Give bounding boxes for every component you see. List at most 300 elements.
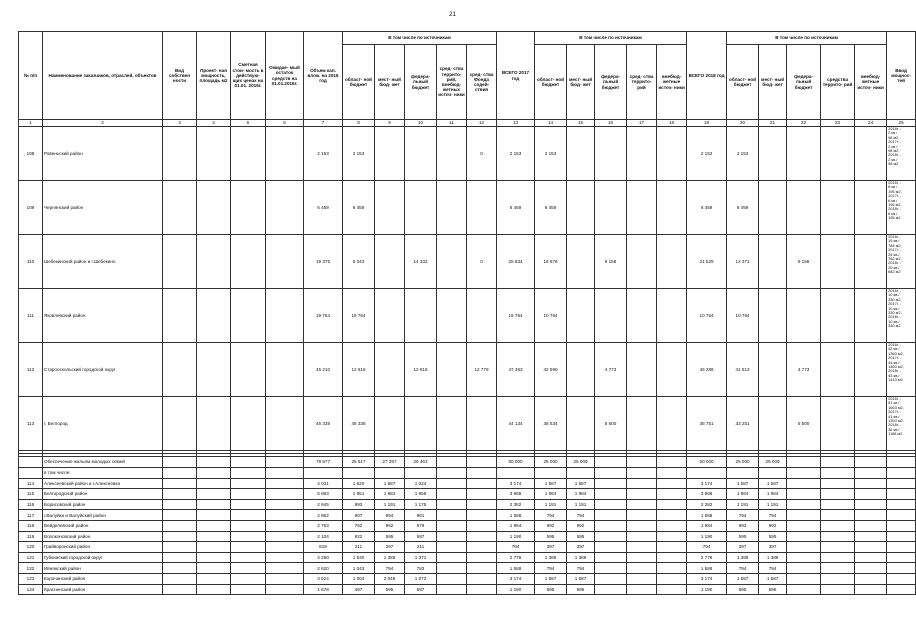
column-number: 7 xyxy=(304,120,343,127)
table-cell xyxy=(266,127,304,181)
empty-cell xyxy=(197,552,231,563)
empty-cell xyxy=(855,520,887,531)
empty-cell xyxy=(657,457,687,468)
commission-note: 2016г. - 51 кв./ 1663 м2, 2017г. - 41 кв./ 1353 м2, 2018г. - 36 кв./ 1188 м2 xyxy=(887,397,916,451)
value-cell: 961 xyxy=(405,510,437,521)
empty-cell xyxy=(855,457,887,468)
row-number: 113 xyxy=(19,397,43,451)
value-cell: 1 951 xyxy=(343,489,375,500)
row-number: 122 xyxy=(19,563,43,574)
column-number: 4 xyxy=(197,120,231,127)
empty-cell xyxy=(595,510,627,521)
empty-cell xyxy=(163,499,197,510)
empty-cell xyxy=(231,531,266,542)
value-cell: 42 590 xyxy=(535,343,567,397)
table-row xyxy=(19,520,916,531)
value-cell: 2 104 xyxy=(304,531,343,542)
value-cell: 33 251 xyxy=(727,397,759,451)
table-row xyxy=(19,510,916,521)
value-cell: 26 463 xyxy=(405,457,437,468)
value-cell: 1 587 xyxy=(727,573,759,584)
empty-cell xyxy=(787,489,821,500)
row-name: Волоконовский район xyxy=(43,531,163,542)
empty-cell xyxy=(467,552,497,563)
empty-cell xyxy=(759,468,787,479)
sub-header: федера- льный бюджет xyxy=(595,45,627,120)
empty-cell xyxy=(887,510,916,521)
value-cell: 25 000 xyxy=(567,457,595,468)
empty-cell xyxy=(887,573,916,584)
empty-cell xyxy=(437,563,467,574)
value-cell xyxy=(375,235,405,289)
value-cell: 1 191 xyxy=(759,499,787,510)
table-cell xyxy=(197,289,231,343)
investment-table xyxy=(18,31,916,595)
value-cell xyxy=(627,289,657,343)
sub-header: област- ной бюджет xyxy=(343,45,375,120)
empty-cell xyxy=(627,542,657,553)
value-cell xyxy=(821,235,855,289)
column-number: 21 xyxy=(759,120,787,127)
value-cell: 794 xyxy=(759,563,787,574)
value-cell: 6 459 xyxy=(304,181,343,235)
value-cell: 1 190 xyxy=(687,584,727,595)
row-number: 109 xyxy=(19,181,43,235)
value-cell: 38 534 xyxy=(535,397,567,451)
value-cell: 1 587 xyxy=(567,573,595,584)
empty-cell xyxy=(266,573,304,584)
value-cell xyxy=(787,181,821,235)
value-cell: 2 153 xyxy=(727,127,759,181)
value-cell: 10 764 xyxy=(687,289,727,343)
value-cell: 4 290 xyxy=(304,552,343,563)
empty-cell xyxy=(787,531,821,542)
empty-cell xyxy=(437,573,467,584)
sub-header: област- ной бюджет xyxy=(535,45,567,120)
value-cell: 1 587 xyxy=(535,573,567,584)
empty-cell xyxy=(821,584,855,595)
table-row xyxy=(19,563,916,574)
empty-cell xyxy=(437,457,467,468)
empty-cell xyxy=(657,573,687,584)
empty-cell xyxy=(787,510,821,521)
empty-cell xyxy=(787,552,821,563)
value-cell xyxy=(627,127,657,181)
table-cell xyxy=(231,397,266,451)
table-cell xyxy=(231,343,266,397)
value-cell xyxy=(821,343,855,397)
empty-cell xyxy=(821,468,855,479)
value-cell xyxy=(437,235,467,289)
empty-cell xyxy=(595,563,627,574)
empty-cell xyxy=(855,542,887,553)
empty-cell xyxy=(595,457,627,468)
row-number: 108 xyxy=(19,127,43,181)
value-cell: 994 xyxy=(375,510,405,521)
row-name: Яковлевский район xyxy=(43,289,163,343)
sub-header: федера- льный бюджет xyxy=(787,45,821,120)
value-cell: 992 xyxy=(759,520,787,531)
empty-cell xyxy=(231,520,266,531)
row-name: Корочанский район xyxy=(43,573,163,584)
value-cell xyxy=(405,181,437,235)
empty-cell xyxy=(887,531,916,542)
value-cell: 19 764 xyxy=(497,289,535,343)
value-cell: 794 xyxy=(567,563,595,574)
empty-cell xyxy=(821,563,855,574)
empty-cell xyxy=(467,520,497,531)
value-cell: 397 xyxy=(759,542,787,553)
column-number: 2 xyxy=(43,120,163,127)
row-number: 124 xyxy=(19,584,43,595)
value-cell: 2 382 xyxy=(687,499,727,510)
header-total-2017: ВСЕГО 2017 год xyxy=(497,32,535,120)
value-cell: 1 587 xyxy=(535,478,567,489)
value-cell xyxy=(627,235,657,289)
value-cell xyxy=(759,397,787,451)
sub-header: сред- ства террито- рий, внебюд- жетных источ- ники xyxy=(437,45,467,120)
value-cell: 2 862 xyxy=(304,510,343,521)
value-cell: 19 375 xyxy=(304,235,343,289)
row-number: 110 xyxy=(19,235,43,289)
value-cell: 3 968 xyxy=(497,489,535,500)
empty-cell xyxy=(197,573,231,584)
value-cell: 1 984 xyxy=(375,489,405,500)
value-cell: 2 763 xyxy=(304,520,343,531)
empty-cell xyxy=(627,520,657,531)
table-cell xyxy=(231,289,266,343)
sub-header: сред- ства Фонда содей- ствия xyxy=(467,45,497,120)
value-cell: 1 191 xyxy=(567,499,595,510)
value-cell: 1 520 xyxy=(343,478,375,489)
empty-cell xyxy=(266,499,304,510)
value-cell: 1 175 xyxy=(405,499,437,510)
empty-cell xyxy=(627,563,657,574)
value-cell: 5 600 xyxy=(595,397,627,451)
value-cell: 50 000 xyxy=(497,457,535,468)
value-cell: 16 676 xyxy=(535,235,567,289)
value-cell: 1 958 xyxy=(405,489,437,500)
empty-cell xyxy=(821,542,855,553)
empty-cell xyxy=(855,584,887,595)
empty-cell xyxy=(887,499,916,510)
value-cell: 587 xyxy=(405,531,437,542)
value-cell xyxy=(759,235,787,289)
empty-cell xyxy=(467,510,497,521)
empty-cell xyxy=(787,457,821,468)
value-cell: 41 513 xyxy=(727,343,759,397)
value-cell: 50 000 xyxy=(687,457,727,468)
value-cell: 1 004 xyxy=(343,573,375,584)
value-cell: 45 338 xyxy=(343,397,375,451)
value-cell: 3 174 xyxy=(687,573,727,584)
value-cell: 25 834 xyxy=(497,235,535,289)
empty-cell xyxy=(231,584,266,595)
value-cell: 1 984 xyxy=(759,489,787,500)
empty-cell xyxy=(855,499,887,510)
value-cell: 907 xyxy=(343,510,375,521)
table-cell xyxy=(19,457,43,468)
table-row xyxy=(19,478,916,489)
row-name: Алексеевский район и г.Алексеевка xyxy=(43,478,163,489)
empty-cell xyxy=(657,520,687,531)
value-cell: 1 984 xyxy=(535,489,567,500)
empty-cell xyxy=(266,457,304,468)
empty-cell xyxy=(627,457,657,468)
value-cell: 46 286 xyxy=(687,343,727,397)
value-cell: 25 617 xyxy=(343,457,375,468)
empty-cell xyxy=(887,563,916,574)
value-cell xyxy=(627,343,657,397)
empty-cell xyxy=(595,552,627,563)
value-cell: 1 389 xyxy=(375,552,405,563)
table-cell xyxy=(231,235,266,289)
value-cell: 992 xyxy=(567,520,595,531)
empty-cell xyxy=(657,563,687,574)
empty-cell xyxy=(855,478,887,489)
header-capacity: Проект- ная мощность, площадь м2 xyxy=(197,32,231,120)
header-volume-2016: Объем кап. влож. на 2016 год xyxy=(304,32,343,120)
empty-cell xyxy=(787,563,821,574)
row-name: Губкинский городской округ xyxy=(43,552,163,563)
value-cell xyxy=(437,181,467,235)
value-cell: 1 389 xyxy=(535,552,567,563)
value-cell: 595 xyxy=(535,584,567,595)
row-name: Чернянский район xyxy=(43,181,163,235)
empty-cell xyxy=(231,542,266,553)
empty-cell xyxy=(787,478,821,489)
value-cell: 6 459 xyxy=(343,181,375,235)
empty-cell xyxy=(855,573,887,584)
empty-cell xyxy=(467,542,497,553)
value-cell: 3 174 xyxy=(687,478,727,489)
value-cell: 2 778 xyxy=(687,552,727,563)
value-cell xyxy=(375,343,405,397)
sub-header: федера- льный бюджет xyxy=(405,45,437,120)
value-cell: 25 000 xyxy=(727,457,759,468)
value-cell: 3 174 xyxy=(497,573,535,584)
value-cell: 4 031 xyxy=(304,478,343,489)
empty-cell xyxy=(627,584,657,595)
value-cell: 587 xyxy=(405,584,437,595)
value-cell: 595 xyxy=(375,531,405,542)
empty-cell xyxy=(163,489,197,500)
table-row xyxy=(19,542,916,553)
table-row xyxy=(19,127,916,181)
value-cell xyxy=(855,397,887,451)
value-cell: 397 xyxy=(727,542,759,553)
table-row xyxy=(19,573,916,584)
header-sources-2016: В том числе по источникам xyxy=(343,32,497,45)
value-cell: 794 xyxy=(535,563,567,574)
empty-cell xyxy=(467,499,497,510)
value-cell: 6 459 xyxy=(535,181,567,235)
value-cell: 5 043 xyxy=(343,235,375,289)
table-row xyxy=(19,289,916,343)
value-cell: 3 174 xyxy=(497,478,535,489)
value-cell xyxy=(467,181,497,235)
value-cell: 1 588 xyxy=(497,563,535,574)
commission-note: 2016г. - 6 кв./ 195 м2, 2017г. - 6 кв./ 195 м2, 2018г. - 6 кв./ 195 м2 xyxy=(887,181,916,235)
empty-cell xyxy=(197,457,231,468)
empty-cell xyxy=(266,552,304,563)
value-cell: 211 xyxy=(405,542,437,553)
empty-cell xyxy=(887,468,916,479)
value-cell: 794 xyxy=(567,510,595,521)
value-cell: 497 xyxy=(343,584,375,595)
empty-cell xyxy=(567,468,595,479)
empty-cell xyxy=(266,489,304,500)
value-cell: 1 389 xyxy=(759,552,787,563)
empty-cell xyxy=(163,478,197,489)
empty-cell xyxy=(887,457,916,468)
empty-cell xyxy=(821,531,855,542)
column-number: 24 xyxy=(855,120,887,127)
value-cell: 397 xyxy=(535,542,567,553)
value-cell: 2 620 xyxy=(304,563,343,574)
value-cell: 893 xyxy=(343,499,375,510)
value-cell xyxy=(787,289,821,343)
table-cell xyxy=(231,127,266,181)
empty-cell xyxy=(266,531,304,542)
row-name: Ивнянский район xyxy=(43,563,163,574)
table-cell xyxy=(163,397,197,451)
empty-cell xyxy=(595,478,627,489)
value-cell xyxy=(567,343,595,397)
commission-note: 2016г. - 15 кв./ 784 м2, 2017г. - 24 кв./ 762 м2, 2018г. - 20 кв./ 682 м2 xyxy=(887,235,916,289)
row-number: 111 xyxy=(19,289,43,343)
row-name: Белгородский район xyxy=(43,489,163,500)
empty-cell xyxy=(595,499,627,510)
row-number: 118 xyxy=(19,520,43,531)
value-cell xyxy=(467,397,497,451)
empty-cell xyxy=(821,510,855,521)
value-cell xyxy=(467,289,497,343)
column-number: 12 xyxy=(467,120,497,127)
value-cell xyxy=(855,235,887,289)
empty-cell xyxy=(467,468,497,479)
value-cell xyxy=(595,181,627,235)
empty-cell xyxy=(437,499,467,510)
empty-cell xyxy=(197,531,231,542)
empty-cell xyxy=(535,468,567,479)
value-cell xyxy=(375,289,405,343)
empty-cell xyxy=(887,552,916,563)
value-cell xyxy=(657,397,687,451)
column-number: 20 xyxy=(727,120,759,127)
empty-cell xyxy=(595,489,627,500)
value-cell: 0 xyxy=(467,127,497,181)
empty-cell xyxy=(821,489,855,500)
value-cell xyxy=(657,127,687,181)
column-number: 6 xyxy=(266,120,304,127)
empty-cell xyxy=(437,531,467,542)
empty-cell xyxy=(627,468,657,479)
table-row xyxy=(19,489,916,500)
sub-header: мест- ный бюд- жет xyxy=(759,45,787,120)
empty-cell xyxy=(657,478,687,489)
table-cell xyxy=(19,468,43,479)
value-cell: 47 363 xyxy=(497,343,535,397)
commission-note: 2016г. - 42 кв./ 1360 м2, 2017г. - 44 кв./ 1460 м2, 2018г. - 43 кв./ 1410 м2 xyxy=(887,343,916,397)
value-cell: 1 587 xyxy=(375,478,405,489)
header-remainder: Ожидае- мый остаток средств на 01.01.2016г. xyxy=(266,32,304,120)
value-cell: 397 xyxy=(375,542,405,553)
header-sources-2018: В том числе по источникам xyxy=(727,32,887,45)
row-number: 121 xyxy=(19,552,43,563)
value-cell: 12 616 xyxy=(343,343,375,397)
value-cell: 979 xyxy=(405,520,437,531)
value-cell: 1 678 xyxy=(304,584,343,595)
value-cell: 21 529 xyxy=(687,235,727,289)
empty-cell xyxy=(163,563,197,574)
commission-note: 2016г. - 2 кв./ 98 м2, 2017г. - 2 кв./ 98 м2, 2018г. - 2 кв./ 98 м2 xyxy=(887,127,916,181)
row-number: 114 xyxy=(19,478,43,489)
table-cell xyxy=(266,343,304,397)
value-cell: 1 389 xyxy=(727,552,759,563)
empty-cell xyxy=(467,531,497,542)
value-cell: 0 xyxy=(467,235,497,289)
empty-cell xyxy=(304,468,343,479)
value-cell: 14 332 xyxy=(405,235,437,289)
value-cell: 1 984 xyxy=(497,520,535,531)
value-cell xyxy=(855,127,887,181)
value-cell xyxy=(405,127,437,181)
table-cell xyxy=(197,127,231,181)
empty-cell xyxy=(437,552,467,563)
empty-cell xyxy=(787,542,821,553)
row-number: 112 xyxy=(19,343,43,397)
empty-cell xyxy=(855,489,887,500)
empty-cell xyxy=(437,468,467,479)
value-cell: 1 191 xyxy=(535,499,567,510)
value-cell xyxy=(567,397,595,451)
table-cell xyxy=(163,235,197,289)
empty-cell xyxy=(627,510,657,521)
column-number: 23 xyxy=(821,120,855,127)
sub-header: мест- ный бюд- жет xyxy=(375,45,405,120)
empty-cell xyxy=(197,489,231,500)
column-number: 3 xyxy=(163,120,197,127)
table-row xyxy=(19,531,916,542)
value-cell xyxy=(595,289,627,343)
value-cell: 79 577 xyxy=(304,457,343,468)
table-row xyxy=(19,235,916,289)
value-cell: 2 382 xyxy=(497,499,535,510)
column-number: 14 xyxy=(535,120,567,127)
empty-cell xyxy=(231,563,266,574)
empty-cell xyxy=(467,563,497,574)
empty-cell xyxy=(197,510,231,521)
header-name: Наименование заказчиков, отраслей, объектов xyxy=(43,32,163,120)
value-cell: 6 459 xyxy=(687,181,727,235)
empty-cell xyxy=(787,468,821,479)
empty-cell xyxy=(266,563,304,574)
empty-cell xyxy=(657,468,687,479)
value-cell: 45 338 xyxy=(304,397,343,451)
empty-cell xyxy=(627,489,657,500)
value-cell xyxy=(821,181,855,235)
empty-cell xyxy=(855,510,887,521)
empty-cell xyxy=(231,499,266,510)
value-cell: 595 xyxy=(759,531,787,542)
table-cell xyxy=(163,127,197,181)
table-row xyxy=(19,343,916,397)
empty-cell xyxy=(787,499,821,510)
value-cell xyxy=(437,397,467,451)
value-cell: 1 587 xyxy=(759,478,787,489)
empty-cell xyxy=(595,531,627,542)
